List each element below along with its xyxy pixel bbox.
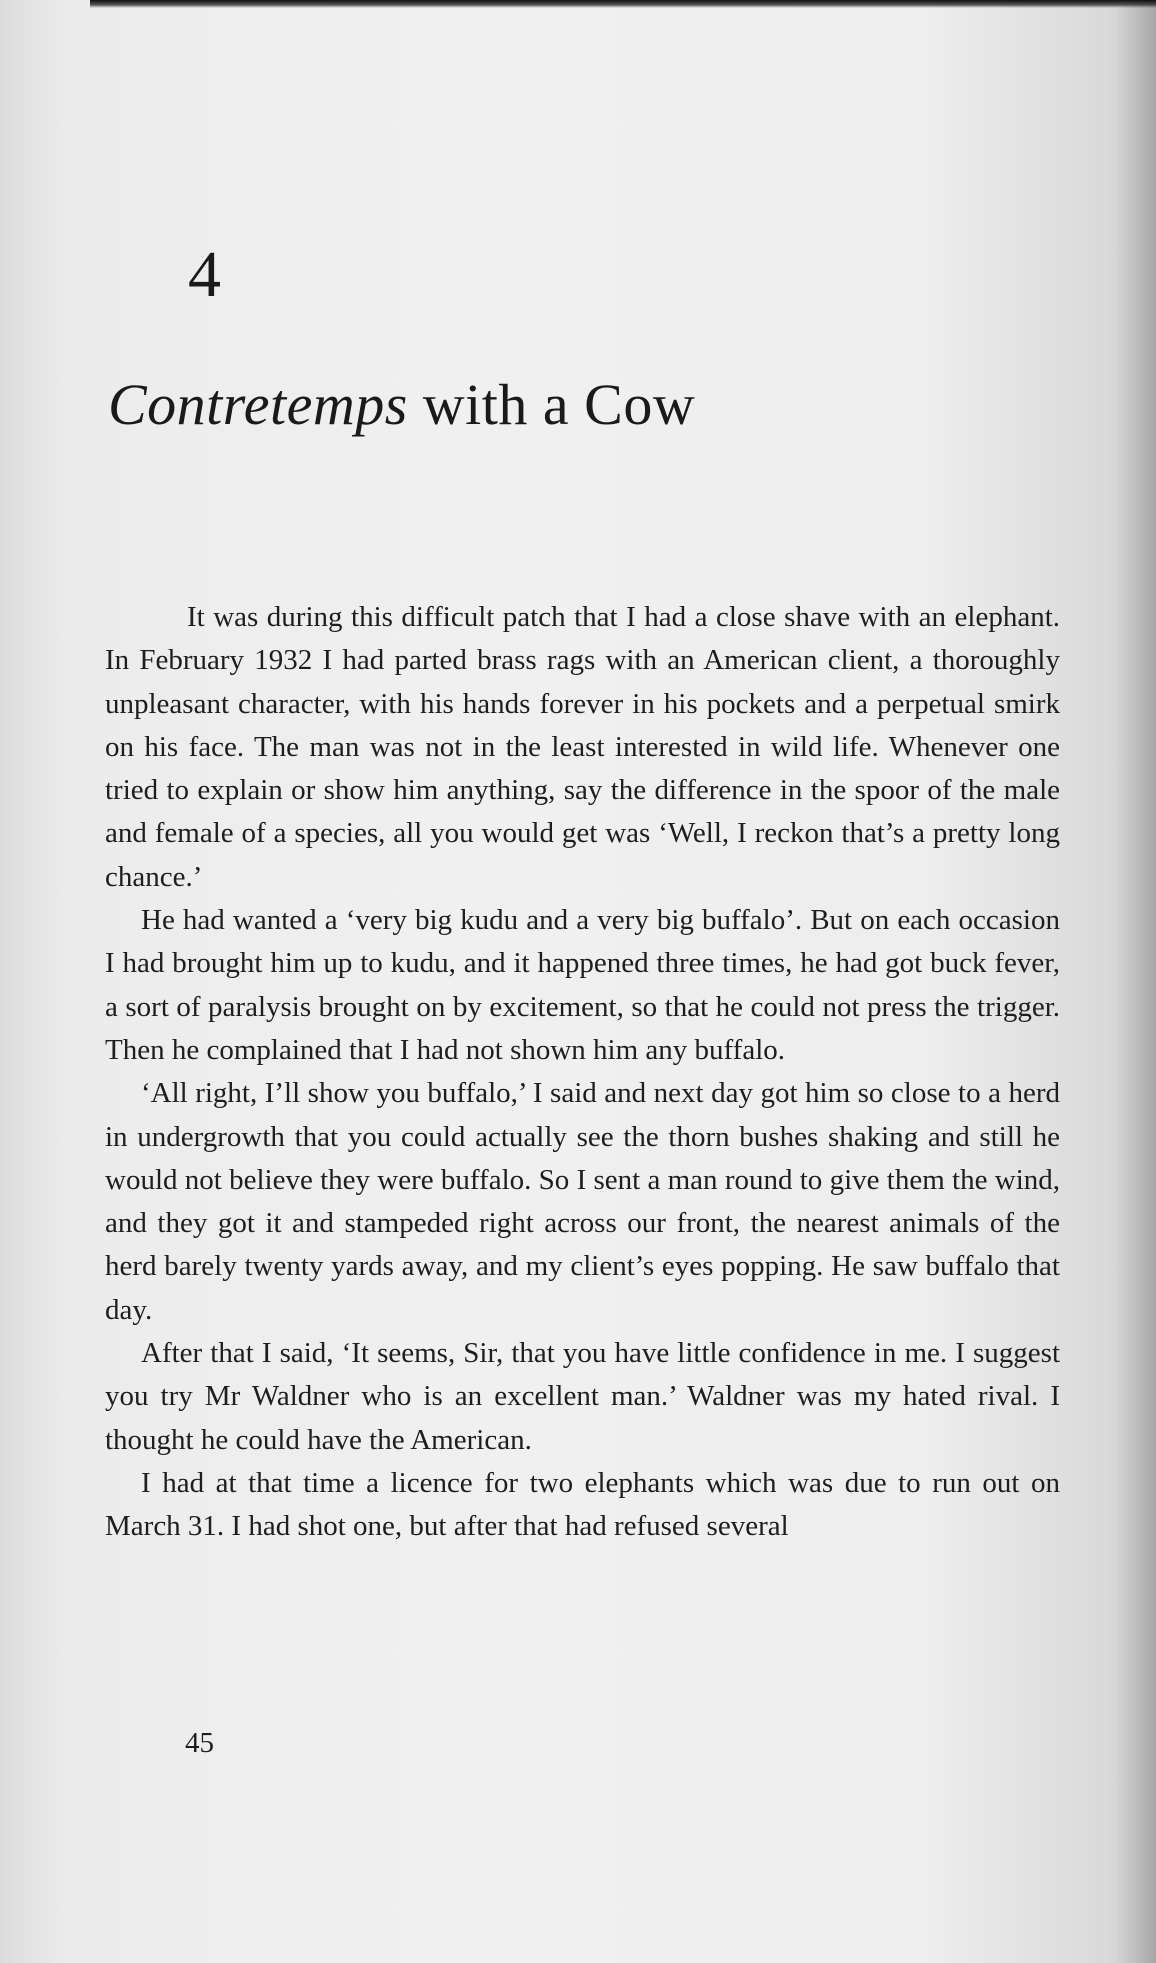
page-number: 45 [185,1727,214,1759]
chapter-title-rest: with a Cow [407,372,696,437]
paragraph-4: After that I said, ‘It seems, Sir, that you have little confidence in me. I suggest you try Mr Waldner who is an excellent man.’ Waldner was my hated rival. I thought he could have the American. [105,1337,1060,1456]
chapter-number: 4 [188,238,221,311]
paragraph-2: He had wanted a ‘very big kudu and a very big buffalo’. But on each occasion I had brought him up to kudu, and it happened three times, he had got buck fever, a sort of paralysis brought on by excitement, so that he could not press the trigger. Then he complained that I had not shown him any buffalo. [105,904,1060,1066]
page-top-edge [90,0,1156,8]
paragraph-3: ‘All right, I’ll show you buffalo,’ I said and next day got him so close to a herd in undergrowth that you could actually see the thorn bushes shaking and still he would not believe they were buffalo. So I sent a man round to give them the wind, and they got it and stampeded right across our front, the nearest animals of the herd barely twenty yards away, and my client’s eyes popping. He saw buffalo that day. [105,1077,1060,1326]
paragraph-5: I had at that time a licence for two elephants which was due to run out on March 31. I had shot one, but after that had refused several [105,1466,1060,1543]
chapter-title [108,372,696,437]
paragraph-1: It was during this difficult patch that I had a close shave with an elephant. In February 1932 I had parted brass rags with an American client, a thoroughly unpleasant character, with his hands forever in his pockets and a perpetual smirk on his face. The man was not in the least interested in wild life. Whenever one tried to explain or show him anything, say the difference in the spoor of the male and female of a species, all you would get was ‘Well, I reckon that’s a pretty long chance.’ [105,601,1060,893]
chapter-body [105,596,1060,1549]
page-gutter-shadow [1116,0,1156,1963]
chapter-title-italic: Contretemps [108,372,408,437]
